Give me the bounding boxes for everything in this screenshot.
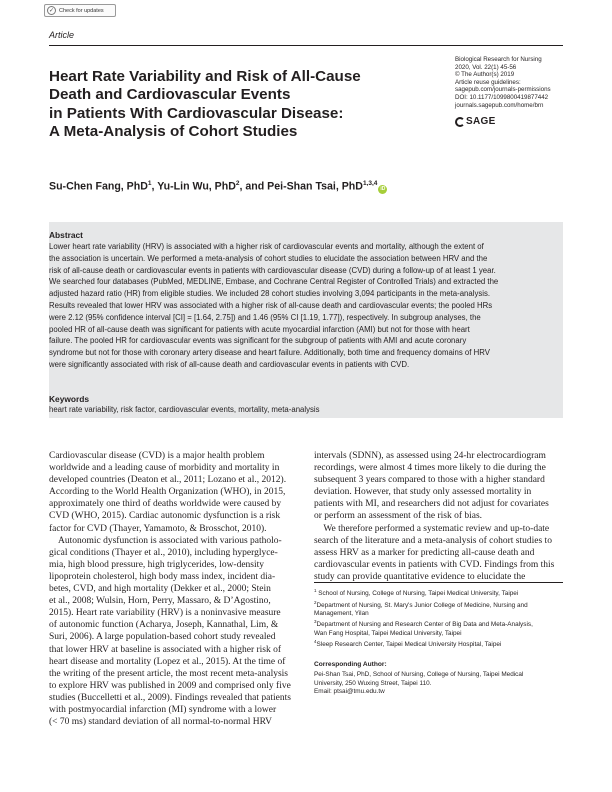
- abstract-line: Lower heart rate variability (HRV) is associated with a higher risk of cardiovascular events and mortality, although the extent of: [49, 242, 484, 251]
- abstract-line: were significantly associated with risk of all-cause death and cardiovascular events in patients with CVD.: [49, 359, 410, 369]
- abstract-line: the association is uncertain. We performed a meta-analysis of cohort studies to elucidate the association between HRV and the: [49, 253, 488, 263]
- author-line: [49, 180, 387, 194]
- footnote-number: 3: [314, 619, 317, 625]
- body-line: factor for CVD (Thayer, Yamamoto, & Brosschot, 2010).: [49, 523, 267, 534]
- abstract-line: were 2.12 (95% confidence interval [CI] = [1.64, 2.75]) and 1.46 (95% CI [1.19, 1.77]), respectively. In subgroup analyses, the: [49, 312, 481, 322]
- body-line: patients with MI, and researchers did not adjust for covariates: [314, 499, 549, 510]
- body-line: of autonomic function (Acharya, Joseph, Kannathal, Lim, &: [49, 620, 279, 631]
- body-line: We therefore performed a systematic review and up-to-date: [314, 523, 550, 534]
- body-line: to explore HRV was published in 2009 and comprised only five: [49, 680, 291, 691]
- abstract-line: We searched four databases (PubMed, MEDLINE, Embase, and Cochrane Central Register of Controlled Trials) and extracted the: [49, 277, 499, 287]
- footnote-text: Department of Nursing, St. Mary's Junior College of Medicine, Nursing and: [316, 601, 528, 609]
- abstract-line: Results revealed that lower HRV was associated with a higher risk of all-cause death and cardiovascular events; the pooled HRs: [49, 300, 493, 310]
- article-type-label: Article: [49, 30, 75, 40]
- footnote-line: [314, 587, 563, 599]
- footnote-line: [314, 618, 563, 630]
- body-line: subsequent 3 years compared to those with a higher standard: [314, 475, 545, 486]
- body-column-left: [49, 450, 299, 728]
- body-line: CVD (WHO, 2015). Cardiac autonomic dysfunction is a risk: [49, 511, 281, 522]
- author-name: Su-Chen Fang, PhD: [49, 180, 148, 193]
- footnote-number: 2: [314, 599, 317, 605]
- body-line: the writing of the present article, the most recent meta-analysis: [49, 668, 288, 679]
- body-line: 2015). Heart rate variability (HRV) is a noninvasive measure: [49, 608, 281, 619]
- copyright: © The Author(s) 2019: [455, 71, 515, 79]
- abstract-line: risk of all-cause death or cardiovascular events in patients with cardiovascular disease (CVD) during a follow-up of at least 1 year.: [49, 265, 496, 275]
- body-line: approximately one third of deaths worldwide were caused by: [49, 499, 282, 510]
- journal-name: Biological Research for Nursing: [455, 56, 542, 63]
- permissions-link[interactable]: sagepub.com/journals-permissions: [455, 86, 551, 94]
- footnote-text: Sleep Research Center, Taipei Medical University Hospital, Taipei: [316, 641, 502, 649]
- body-line: Autonomic dysfunction is associated with various patholo-: [49, 535, 282, 546]
- body-line: Suri, 2006). A large population-based cohort study revealed: [49, 632, 276, 643]
- body-line: developed countries (Deaton et al., 2011; Lozano et al., 2012).: [49, 475, 287, 486]
- footnote-rule: [314, 582, 563, 583]
- check-for-updates-label: Check for updates: [59, 7, 104, 14]
- correspondence-line: University, 250 Wuxing Street, Taipei 110.: [314, 679, 432, 687]
- body-line: betes, CVD, and high mortality (Dekker et al., 2000; Stein: [49, 584, 271, 595]
- corresponding-author-details: [314, 671, 523, 697]
- correspondence-line: Pei-Shan Tsai, PhD, School of Nursing, College of Nursing, Taipei Medical: [314, 671, 524, 678]
- author-name: Yu-Lin Wu, PhD: [157, 180, 236, 193]
- body-line: gical conditions (Thayer et al., 2010), including hyperglyce-: [49, 547, 278, 558]
- correspondence-email[interactable]: Email: ptsai@tmu.edu.tw: [314, 688, 385, 696]
- body-line: search of the literature and a meta-analysis of cohort studies to: [314, 535, 552, 546]
- footnote-number: 1: [314, 588, 317, 593]
- footnote-text: Wan Fang Hospital, Taipei Medical University, Taipei: [314, 630, 462, 637]
- abstract-heading: Abstract: [49, 230, 83, 240]
- title-line: Heart Rate Variability and Risk of All-Cause: [49, 68, 361, 85]
- title-line: A Meta-Analysis of Cohort Studies: [49, 122, 298, 140]
- body-line: cardiovascular events in patients with CVD. Findings from this: [314, 559, 555, 570]
- footnote-line: [314, 599, 563, 611]
- body-line: (< 70 ms) standard deviation of all normal-to-normal HRV: [49, 717, 273, 728]
- article-title: [49, 68, 409, 141]
- body-line: recordings, were almost 4 times more likely to die during the: [314, 463, 546, 474]
- doi-link[interactable]: DOI: 10.1177/1099800419877442: [455, 93, 549, 101]
- sage-wordmark: SAGE: [466, 116, 496, 127]
- journal-volume: 2020, Vol. 22(1) 45-56: [455, 63, 517, 71]
- footnote-line: [314, 610, 563, 618]
- orcid-icon[interactable]: iD: [380, 185, 386, 192]
- footnote-text: School of Nursing, College of Nursing, Taipei Medical University, Taipei: [318, 590, 519, 598]
- journal-home-link[interactable]: journals.sagepub.com/home/brn: [455, 101, 544, 109]
- header-rule: [49, 45, 563, 46]
- footnote-text: Department of Nursing and Research Center of Big Data and Meta-Analysis,: [316, 621, 533, 629]
- body-line: intervals (SDNN), as assessed using 24-hr electrocardiogram: [314, 451, 546, 461]
- body-line: studies (Buccelletti et al., 2009). Findings revealed that patients: [49, 692, 291, 703]
- keywords-text: heart rate variability, risk factor, cardiovascular events, mortality, meta-analysis: [49, 405, 320, 414]
- abstract-line: syndrome but not for those with coronary artery disease and heart failure. Additionally, both time and frequency domains of HRV: [49, 348, 490, 358]
- footnote-line: [314, 638, 563, 650]
- body-line: deviation. However, that study only assessed mortality in: [314, 487, 532, 498]
- author-separator: , and: [239, 180, 268, 193]
- title-line: in Patients With Cardiovascular Disease:: [49, 104, 344, 122]
- body-line: with postmyocardial infarction (MI) syndrome with a lower: [49, 704, 277, 715]
- journal-info: [455, 56, 551, 109]
- body-line: et al., 2008; Wulsin, Horn, Perry, Massaro, & D’Agostino,: [49, 596, 271, 607]
- sage-swirl-icon: [455, 117, 465, 127]
- body-line: Cardiovascular disease (CVD) is a major health problem: [49, 451, 265, 461]
- abstract-line: failure. The pooled HR for cardiovascular events was significant for the subgroup of patients with AMI and acute coronary: [49, 336, 467, 346]
- author-affiliation: 2: [235, 180, 240, 187]
- keywords-heading: Keywords: [49, 394, 90, 404]
- body-column-right: [314, 450, 563, 583]
- abstract-panel: [49, 222, 563, 418]
- body-line: lipoprotein cholesterol, high body mass index, incident dia-: [49, 571, 276, 582]
- author-affiliation: 1,3,4: [362, 180, 378, 187]
- check-for-updates-badge[interactable]: [44, 4, 116, 17]
- affiliation-footnotes: [314, 587, 563, 650]
- check-icon: ✓: [48, 7, 55, 14]
- author-name: Pei-Shan Tsai, PhD: [267, 180, 363, 193]
- author-affiliation: 1: [147, 180, 152, 187]
- corresponding-author-heading: Corresponding Author:: [314, 661, 387, 668]
- reuse-guidelines-label: Article reuse guidelines:: [455, 78, 521, 86]
- footnote-line: [314, 630, 563, 638]
- abstract-line: pooled HR of all-cause death was significant for patients with acute myocardial infarction (AMI) but not for those with heart: [49, 324, 470, 334]
- author-separator: ,: [151, 180, 158, 193]
- body-line: According to the World Health Organization (WHO), in 2015,: [49, 487, 286, 498]
- body-line: worldwide and a leading cause of morbidity and mortality in: [49, 463, 280, 474]
- abstract-line: adjusted hazard ratio (HR) from eligible studies. We included 28 cohort studies involving 3,094 participants in the meta-analysis.: [49, 289, 491, 299]
- abstract-text: [49, 241, 563, 371]
- body-line: or perform an assessment of the risk of bias.: [314, 511, 483, 522]
- body-line: mia, high blood pressure, high triglycerides, low-density: [49, 559, 265, 570]
- footnote-number: 4: [314, 639, 317, 645]
- body-line: assess HRV as a marker for predicting all-cause death and: [314, 547, 535, 558]
- sage-logo: [455, 116, 496, 127]
- title-line: Death and Cardiovascular Events: [49, 86, 291, 104]
- footnote-text: Management, Yilan: [314, 610, 369, 618]
- body-line: study can provide quantitative evidence to elucidate the: [314, 571, 526, 582]
- body-line: heart disease and mortality (Lopez et al., 2015). At the time of: [49, 656, 286, 667]
- body-line: that lower HRV at baseline is associated with a higher risk of: [49, 644, 282, 655]
